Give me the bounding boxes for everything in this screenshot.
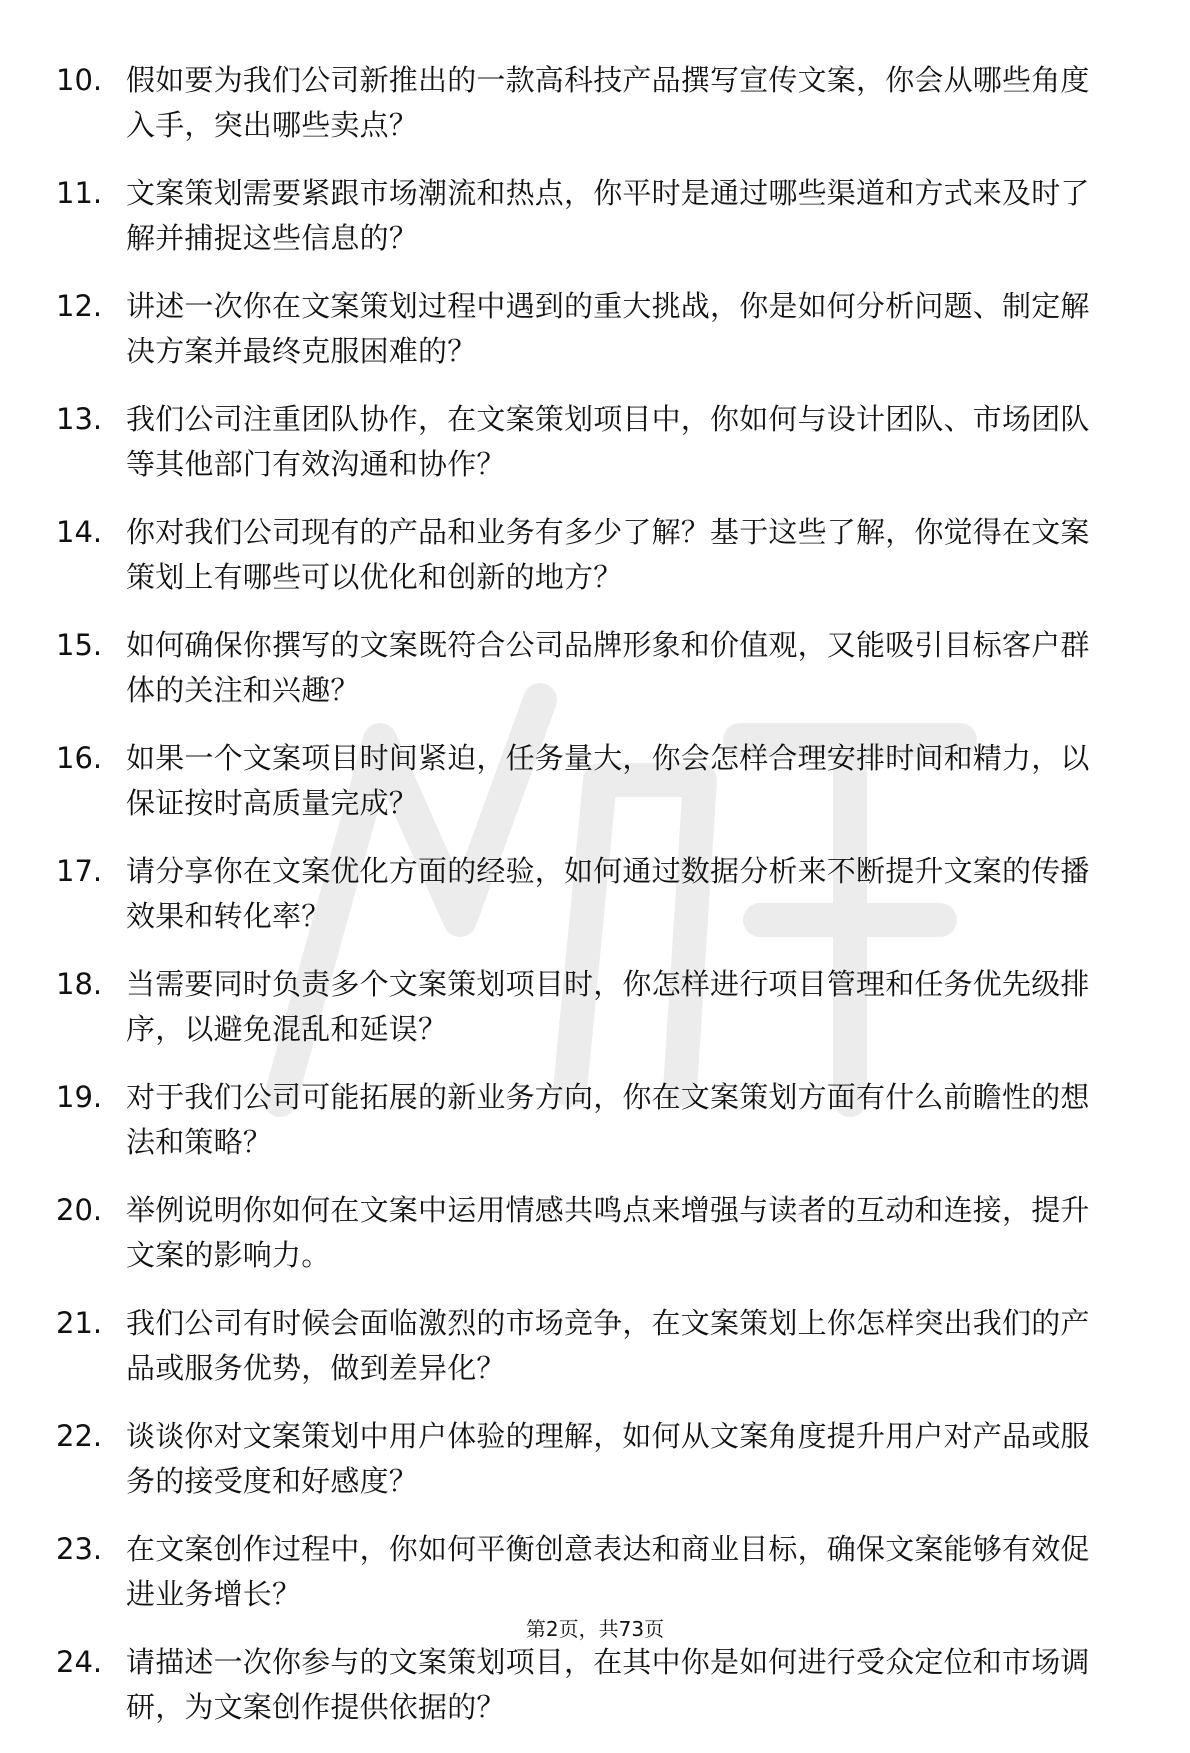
question-item-11	[56, 171, 1116, 261]
question-item-17	[56, 849, 1116, 939]
question-item-15	[56, 623, 1116, 713]
question-item-12	[56, 284, 1116, 374]
question-text: 讲述一次你在文案策划过程中遇到的重大挑战，你是如何分析问题、制定解决方案并最终克服困难的？	[126, 289, 1090, 368]
question-text: 举例说明你如何在文案中运用情感共鸣点来增强与读者的互动和连接，提升文案的影响力。	[126, 1193, 1090, 1272]
question-text: 假如要为我们公司新推出的一款高科技产品撰写宣传文案，你会从哪些角度入手，突出哪些卖点？	[126, 63, 1090, 142]
question-item-10	[56, 58, 1116, 148]
question-text: 在文案创作过程中，你如何平衡创意表达和商业目标，确保文案能够有效促进业务增长？	[126, 1532, 1090, 1611]
question-number: 22.	[56, 1419, 103, 1453]
question-number: 23.	[56, 1532, 103, 1566]
question-number: 24.	[56, 1645, 103, 1679]
question-item-24	[56, 1640, 1116, 1730]
question-item-16	[56, 736, 1116, 826]
question-text: 文案策划需要紧跟市场潮流和热点，你平时是通过哪些渠道和方式来及时了解并捕捉这些信息的？	[126, 176, 1090, 255]
question-text: 我们公司有时候会面临激烈的市场竞争，在文案策划上你怎样突出我们的产品或服务优势，做到差异化？	[126, 1306, 1090, 1385]
question-text: 我们公司注重团队协作，在文案策划项目中，你如何与设计团队、市场团队等其他部门有效沟通和协作？	[126, 402, 1090, 481]
question-number: 10.	[56, 63, 103, 97]
question-number: 11.	[56, 176, 103, 210]
question-number: 15.	[56, 628, 103, 662]
question-number: 12.	[56, 289, 103, 323]
question-item-19	[56, 1075, 1116, 1165]
question-item-14	[56, 510, 1116, 600]
question-text: 请分享你在文案优化方面的经验，如何通过数据分析来不断提升文案的传播效果和转化率？	[126, 854, 1090, 933]
question-number: 17.	[56, 854, 103, 888]
question-number: 21.	[56, 1306, 103, 1340]
question-number: 14.	[56, 515, 103, 549]
question-item-22	[56, 1414, 1116, 1504]
question-item-21	[56, 1301, 1116, 1391]
question-text: 对于我们公司可能拓展的新业务方向，你在文案策划方面有什么前瞻性的想法和策略？	[126, 1080, 1090, 1159]
page-footer	[0, 1615, 1190, 1643]
question-text: 如何确保你撰写的文案既符合公司品牌形象和价值观，又能吸引目标客户群体的关注和兴趣？	[126, 628, 1090, 707]
question-item-18	[56, 962, 1116, 1052]
question-item-20	[56, 1188, 1116, 1278]
question-text: 如果一个文案项目时间紧迫，任务量大，你会怎样合理安排时间和精力，以保证按时高质量完成？	[126, 741, 1090, 820]
question-text: 你对我们公司现有的产品和业务有多少了解？基于这些了解，你觉得在文案策划上有哪些可以优化和创新的地方？	[126, 515, 1090, 594]
question-text: 请描述一次你参与的文案策划项目，在其中你是如何进行受众定位和市场调研，为文案创作提供依据的？	[126, 1645, 1090, 1724]
question-list	[56, 58, 1116, 1753]
question-number: 19.	[56, 1080, 103, 1114]
question-text: 当需要同时负责多个文案策划项目时，你怎样进行项目管理和任务优先级排序，以避免混乱和延误？	[126, 967, 1090, 1046]
question-number: 16.	[56, 741, 103, 775]
question-item-23	[56, 1527, 1116, 1617]
page-number-label: 第2页，共73页	[525, 1617, 665, 1641]
question-text: 谈谈你对文案策划中用户体验的理解，如何从文案角度提升用户对产品或服务的接受度和好感度？	[126, 1419, 1090, 1498]
question-number: 13.	[56, 402, 103, 436]
question-number: 18.	[56, 967, 103, 1001]
question-number: 20.	[56, 1193, 103, 1227]
question-item-13	[56, 397, 1116, 487]
